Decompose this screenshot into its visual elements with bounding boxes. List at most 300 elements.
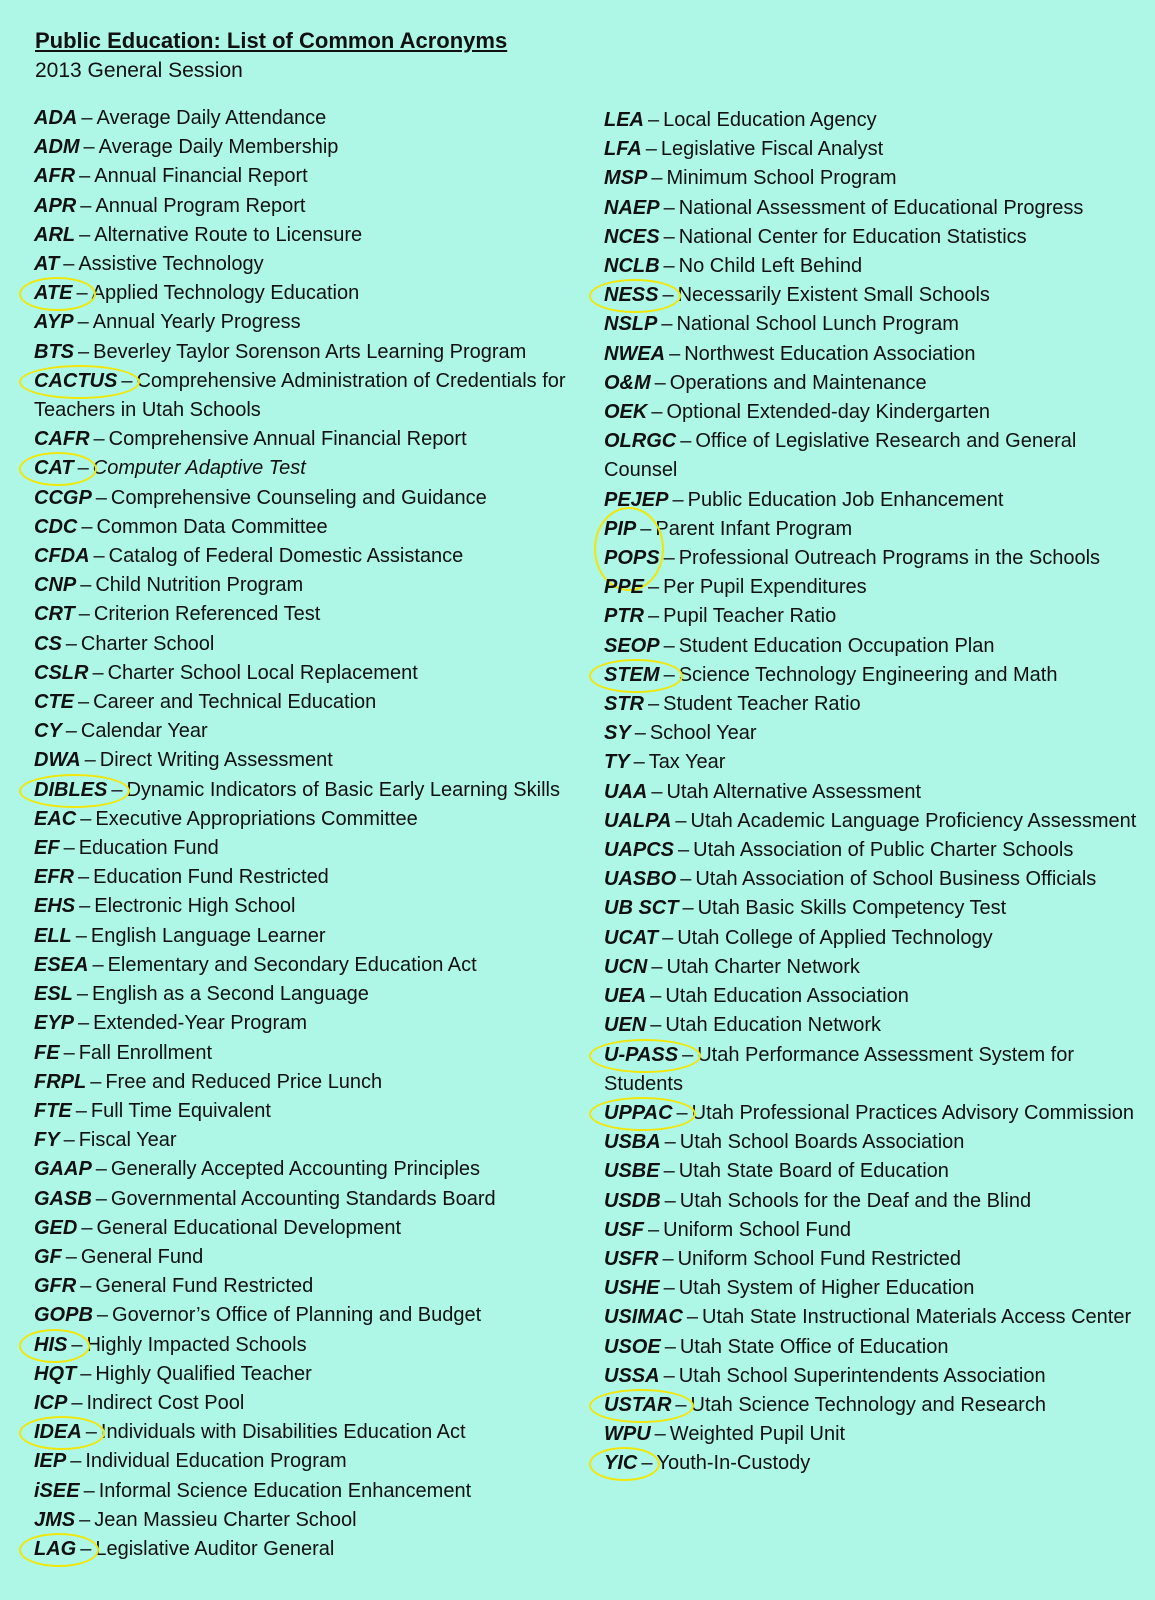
acronym-entry — [34, 338, 574, 367]
acronym-entry — [604, 719, 1144, 748]
acronym-term: UALPA — [604, 809, 672, 832]
acronym-term: UAA — [604, 780, 648, 803]
acronym-entry — [34, 892, 574, 921]
acronym-term: ICP — [34, 1391, 68, 1414]
acronym-definition: Beverley Taylor Sorenson Arts Learning Program — [93, 340, 527, 363]
acronym-dash: – — [633, 751, 645, 774]
acronym-definition: Direct Writing Assessment — [99, 749, 333, 772]
acronym-term: PPE — [604, 576, 645, 599]
acronym-entry — [604, 632, 1144, 661]
acronym-dash: – — [682, 1043, 694, 1066]
acronym-definition: English as a Second Language — [92, 983, 369, 1006]
acronym-term: GED — [34, 1216, 78, 1239]
acronym-entry — [34, 1360, 574, 1389]
acronym-definition: Average Daily Membership — [98, 136, 339, 159]
acronym-dash: – — [95, 486, 107, 509]
acronym-term: WPU — [604, 1423, 651, 1446]
acronym-dash: – — [662, 926, 674, 949]
acronym-term: USTAR — [604, 1393, 672, 1416]
acronym-term: USHE — [604, 1277, 660, 1300]
acronym-dash: – — [79, 165, 91, 188]
acronym-term: YIC — [604, 1452, 638, 1475]
acronym-definition: Utah Education Network — [665, 1014, 882, 1037]
acronym-dash: – — [640, 517, 652, 540]
acronym-entry — [34, 1301, 574, 1330]
acronym-dash: – — [648, 576, 660, 599]
acronym-term: GOPB — [34, 1304, 93, 1327]
acronym-dash: – — [662, 284, 674, 307]
acronym-definition: Utah Charter Network — [666, 955, 860, 978]
acronym-definition: General Fund Restricted — [95, 1275, 314, 1298]
acronym-dash: – — [663, 1277, 675, 1300]
acronym-entry — [34, 279, 574, 308]
acronym-definition: Utah School Superintendents Association — [678, 1364, 1046, 1387]
acronym-dash: – — [92, 953, 104, 976]
acronym-definition: Comprehensive Counseling and Guidance — [110, 486, 487, 509]
acronym-entry — [34, 1506, 574, 1535]
acronym-entry — [34, 1272, 574, 1301]
acronym-dash: – — [79, 1508, 91, 1531]
acronym-term: LAG — [34, 1537, 77, 1560]
acronym-dash: – — [654, 1423, 666, 1446]
acronym-entry — [604, 1187, 1144, 1216]
acronym-entry — [604, 1157, 1144, 1186]
acronym-dash: – — [77, 311, 89, 334]
acronym-entry — [34, 571, 574, 600]
acronym-term: NWEA — [604, 342, 666, 365]
acronym-entry — [34, 717, 574, 746]
acronym-term: JMS — [34, 1508, 76, 1531]
acronym-entry — [34, 776, 574, 805]
page-title: Public Education: List of Common Acronyms — [35, 28, 508, 53]
acronym-entry — [34, 1243, 574, 1272]
acronym-definition: Per Pupil Expenditures — [663, 576, 867, 599]
acronym-dash: – — [669, 342, 681, 365]
acronym-term: BTS — [34, 340, 74, 363]
acronym-definition: National Assessment of Educational Progress — [678, 196, 1084, 219]
acronym-dash: – — [71, 1333, 83, 1356]
acronym-definition: Northwest Education Association — [684, 342, 976, 365]
acronym-entry — [34, 834, 574, 863]
acronym-dash: – — [65, 1245, 77, 1268]
acronym-dash: – — [63, 253, 75, 276]
acronym-dash: – — [663, 663, 675, 686]
acronym-entry — [604, 340, 1144, 369]
acronym-definition: Individual Education Program — [85, 1450, 347, 1473]
acronym-definition: Youth-In-Custody — [656, 1452, 811, 1475]
acronym-definition: Student Education Occupation Plan — [678, 634, 995, 657]
acronym-definition: Governmental Accounting Standards Board — [110, 1187, 496, 1210]
acronym-term: FE — [34, 1041, 60, 1064]
acronym-definition: Highly Impacted Schools — [86, 1333, 307, 1356]
acronym-dash: – — [95, 1187, 107, 1210]
acronym-term: GF — [34, 1245, 62, 1268]
acronym-entry — [34, 1389, 574, 1418]
acronym-term: NCES — [604, 225, 660, 248]
acronym-entry — [604, 1391, 1144, 1420]
acronym-dash: – — [90, 1070, 102, 1093]
acronym-definition: National Center for Education Statistics — [678, 225, 1027, 248]
acronym-dash: – — [77, 457, 89, 480]
acronym-entry — [34, 1009, 574, 1038]
acronym-entry — [604, 486, 1144, 515]
acronym-dash: – — [680, 430, 692, 453]
acronym-entry — [604, 194, 1144, 223]
acronym-dash: – — [648, 109, 660, 131]
acronym-definition: Annual Program Report — [95, 194, 306, 217]
acronym-dash: – — [78, 1012, 90, 1035]
acronym-definition: Utah State Office of Education — [679, 1335, 949, 1358]
acronym-entry — [604, 748, 1144, 777]
acronym-term: UB SCT — [604, 897, 679, 920]
acronym-term: NAEP — [604, 196, 660, 219]
acronym-term: SY — [604, 722, 631, 745]
acronym-term: DIBLES — [34, 778, 108, 801]
acronym-definition: Utah System of Higher Education — [678, 1277, 975, 1300]
acronym-term: GFR — [34, 1275, 77, 1298]
acronym-entry — [604, 865, 1144, 894]
acronym-dash: – — [648, 605, 660, 628]
acronym-term: ARL — [34, 223, 76, 246]
acronym-term: UEA — [604, 985, 647, 1008]
acronym-definition: Annual Yearly Progress — [92, 311, 301, 334]
acronym-dash: – — [95, 1158, 107, 1181]
acronym-term: UASBO — [604, 868, 677, 891]
acronym-dash: – — [78, 866, 90, 889]
acronym-dash: – — [678, 839, 690, 862]
acronym-term: AYP — [34, 311, 74, 334]
acronym-entry — [34, 542, 574, 571]
acronym-definition: Uniform School Fund Restricted — [677, 1247, 962, 1270]
acronym-term: ESL — [34, 983, 73, 1006]
acronym-entry — [34, 922, 574, 951]
acronym-entry — [34, 221, 574, 250]
acronym-definition: Tax Year — [648, 751, 726, 774]
acronym-term: PTR — [604, 605, 644, 628]
acronym-term: HQT — [34, 1362, 77, 1385]
acronym-entry — [34, 980, 574, 1009]
acronym-definition: Utah Basic Skills Competency Test — [697, 897, 1007, 920]
acronym-dash: – — [75, 1099, 87, 1122]
acronym-term: AFR — [34, 165, 76, 188]
acronym-entry — [604, 164, 1144, 193]
acronym-entry — [34, 1214, 574, 1243]
acronym-term: FTE — [34, 1099, 72, 1122]
acronym-definition: Optional Extended-day Kindergarten — [666, 401, 991, 424]
acronym-dash: – — [651, 955, 663, 978]
acronym-dash: – — [663, 1160, 675, 1183]
acronym-term: ELL — [34, 924, 72, 947]
acronym-definition: Extended-Year Program — [93, 1012, 307, 1035]
acronym-dash: – — [651, 780, 663, 803]
acronym-dash: – — [664, 1335, 676, 1358]
acronym-dash: – — [78, 603, 90, 626]
acronym-entry — [34, 805, 574, 834]
acronym-dash: – — [676, 1101, 688, 1124]
acronym-dash: – — [686, 1306, 699, 1329]
acronym-dash: – — [641, 1452, 653, 1475]
acronym-entry — [34, 1418, 574, 1447]
acronym-dash: – — [651, 401, 663, 424]
acronym-entry — [34, 308, 574, 337]
acronym-dash: – — [92, 661, 104, 684]
acronym-dash: – — [675, 809, 687, 832]
acronym-dash: – — [654, 371, 666, 394]
acronym-term: UPPAC — [604, 1101, 673, 1124]
acronym-list-left — [34, 104, 574, 1564]
acronym-term: ESEA — [34, 953, 89, 976]
acronym-definition: Alternative Route to Licensure — [94, 223, 363, 246]
page-subtitle: 2013 General Session — [35, 59, 243, 82]
acronym-definition: Individuals with Disabilities Education Act — [100, 1421, 466, 1444]
acronym-entry — [34, 1126, 574, 1155]
acronym-dash: – — [81, 515, 93, 538]
acronym-entry — [604, 1041, 1144, 1099]
acronym-entry — [604, 1449, 1144, 1478]
acronym-dash: – — [96, 1304, 109, 1327]
acronym-term: STR — [604, 693, 644, 716]
acronym-definition: Informal Science Education Enhancement — [98, 1479, 472, 1502]
acronym-entry — [34, 454, 574, 483]
acronym-term: USFR — [604, 1247, 659, 1270]
acronym-entry — [34, 425, 574, 454]
acronym-term: CS — [34, 632, 62, 655]
acronym-entry — [604, 836, 1144, 865]
acronym-entry — [604, 1333, 1144, 1362]
acronym-term: GAAP — [34, 1158, 92, 1181]
acronym-entry — [604, 252, 1144, 281]
acronym-definition: Science Technology Engineering and Math — [678, 663, 1058, 686]
acronym-definition: General Fund — [80, 1245, 204, 1268]
acronym-entry — [34, 688, 574, 717]
acronym-definition: Education Fund — [78, 837, 219, 860]
acronym-dash: – — [78, 691, 90, 714]
acronym-entry — [604, 1245, 1144, 1274]
acronym-dash: – — [650, 1014, 662, 1037]
acronym-definition: Average Daily Attendance — [96, 107, 327, 129]
acronym-dash: – — [80, 1362, 92, 1385]
acronym-term: EHS — [34, 895, 76, 918]
acronym-entry — [604, 924, 1144, 953]
acronym-entry — [34, 863, 574, 892]
acronym-entry — [604, 310, 1144, 339]
acronym-definition: Student Teacher Ratio — [663, 693, 861, 716]
acronym-term: FY — [34, 1129, 60, 1152]
acronym-definition: Parent Infant Program — [655, 517, 853, 540]
acronym-term: UAPCS — [604, 839, 675, 862]
acronym-entry — [34, 600, 574, 629]
acronym-definition: Free and Reduced Price Lunch — [105, 1070, 383, 1093]
acronym-dash: – — [663, 547, 675, 570]
acronym-definition: Utah Association of School Business Officials — [695, 868, 1097, 891]
acronym-dash: – — [648, 693, 660, 716]
acronym-entry — [604, 982, 1144, 1011]
acronym-term: DWA — [34, 749, 81, 772]
acronym-term: CSLR — [34, 661, 89, 684]
acronym-entry — [34, 484, 574, 513]
acronym-term: APR — [34, 194, 77, 217]
acronym-definition: Computer Adaptive Test — [92, 457, 306, 480]
acronym-dash: – — [680, 868, 692, 891]
acronym-term: CCGP — [34, 486, 92, 509]
acronym-term: USIMAC — [604, 1306, 683, 1329]
acronym-definition: Utah School Boards Association — [679, 1131, 965, 1154]
document-header — [35, 26, 507, 86]
acronym-definition: Jean Massieu Charter School — [94, 1508, 357, 1531]
acronym-term: CAFR — [34, 428, 90, 451]
acronym-definition: Public Education Job Enhancement — [687, 488, 1004, 511]
acronym-entry — [604, 1011, 1144, 1040]
acronym-definition: No Child Left Behind — [678, 255, 863, 278]
acronym-definition: Legislative Fiscal Analyst — [660, 138, 884, 161]
acronym-term: iSEE — [34, 1479, 80, 1502]
acronym-entry — [34, 1097, 574, 1126]
acronym-term: PEJEP — [604, 488, 669, 511]
acronym-dash: – — [634, 722, 646, 745]
acronym-term: PIP — [604, 517, 637, 540]
acronym-dash: – — [672, 488, 684, 511]
acronym-entry — [34, 1477, 574, 1506]
acronym-dash: – — [78, 340, 90, 363]
acronym-definition: Utah State Board of Education — [678, 1160, 949, 1183]
acronym-dash: – — [63, 837, 75, 860]
acronym-term: CY — [34, 720, 62, 743]
acronym-term: USDB — [604, 1189, 661, 1212]
acronym-definition: Charter School Local Replacement — [107, 661, 418, 684]
acronym-entry — [34, 1039, 574, 1068]
acronym-entry — [604, 1362, 1144, 1391]
acronym-dash: – — [663, 634, 675, 657]
acronym-entry — [604, 223, 1144, 252]
acronym-definition: General Educational Development — [96, 1216, 402, 1239]
acronym-term: TY — [604, 751, 630, 774]
acronym-dash: – — [70, 1450, 82, 1473]
acronym-entry — [604, 369, 1144, 398]
acronym-dash: – — [65, 632, 77, 655]
acronym-entry — [34, 250, 574, 279]
acronym-dash: – — [645, 138, 657, 161]
acronym-term: CACTUS — [34, 369, 118, 392]
acronym-entry — [34, 104, 574, 133]
acronym-entry — [34, 1185, 574, 1214]
acronym-dash: – — [71, 1391, 83, 1414]
acronym-entry — [604, 1274, 1144, 1303]
acronym-term: NSLP — [604, 313, 658, 336]
acronym-definition: Legislative Auditor General — [95, 1537, 335, 1560]
acronym-dash: – — [80, 1275, 92, 1298]
acronym-entry — [34, 133, 574, 162]
acronym-entry — [604, 281, 1144, 310]
acronym-entry — [34, 1535, 574, 1564]
acronym-term: USF — [604, 1218, 644, 1241]
acronym-term: GASB — [34, 1187, 92, 1210]
acronym-term: IDEA — [34, 1421, 82, 1444]
acronym-term: O&M — [604, 371, 651, 394]
acronym-term: EYP — [34, 1012, 75, 1035]
acronym-term: UCN — [604, 955, 648, 978]
acronym-definition: Child Nutrition Program — [95, 574, 304, 597]
acronym-dash: – — [63, 1041, 75, 1064]
acronym-definition: School Year — [649, 722, 757, 745]
acronym-dash: – — [79, 223, 91, 246]
acronym-definition: Assistive Technology — [78, 253, 264, 276]
acronym-definition: Calendar Year — [80, 720, 208, 743]
acronym-term: CFDA — [34, 545, 90, 568]
acronym-term: USOE — [604, 1335, 661, 1358]
acronym-definition: Weighted Pupil Unit — [669, 1423, 846, 1446]
acronym-definition: Utah Education Association — [665, 985, 909, 1008]
acronym-definition: Governor’s Office of Planning and Budget — [112, 1304, 482, 1327]
acronym-entry — [604, 778, 1144, 807]
acronym-term: EF — [34, 837, 60, 860]
acronym-dash: – — [675, 1393, 687, 1416]
acronym-term: HIS — [34, 1333, 68, 1356]
acronym-entry — [604, 1128, 1144, 1157]
acronym-dash: – — [83, 1479, 95, 1502]
acronym-term: USBE — [604, 1160, 660, 1183]
acronym-list-right — [604, 106, 1144, 1479]
acronym-entry — [34, 659, 574, 688]
acronym-definition: Dynamic Indicators of Basic Early Learning Skills — [126, 778, 560, 801]
acronym-dash: – — [664, 1131, 676, 1154]
acronym-term: CNP — [34, 574, 77, 597]
acronym-dash: – — [650, 985, 662, 1008]
acronym-entry — [604, 135, 1144, 164]
acronym-definition: English Language Learner — [90, 924, 326, 947]
acronym-definition: Applied Technology Education — [91, 282, 360, 305]
acronym-definition: Professional Outreach Programs in the Schools — [678, 547, 1101, 570]
acronym-definition: Fiscal Year — [78, 1129, 177, 1152]
acronym-definition: Comprehensive Administration of Credentials for Teachers in Utah Schools — [34, 369, 566, 422]
acronym-entry — [604, 661, 1144, 690]
acronym-term: POPS — [604, 547, 660, 570]
acronym-entry — [604, 953, 1144, 982]
acronym-dash: – — [75, 924, 87, 947]
acronym-definition: Electronic High School — [94, 895, 296, 918]
acronym-entry — [604, 106, 1144, 135]
acronym-term: EFR — [34, 866, 74, 889]
acronym-dash: – — [81, 107, 93, 129]
acronym-term: FRPL — [34, 1070, 87, 1093]
acronym-entry — [34, 1155, 574, 1184]
acronym-entry — [604, 1420, 1144, 1449]
acronym-definition: Operations and Maintenance — [669, 371, 927, 394]
acronym-definition: Executive Appropriations Committee — [95, 807, 418, 830]
acronym-term: EAC — [34, 807, 77, 830]
acronym-dash: – — [81, 1216, 93, 1239]
acronym-dash: – — [661, 313, 673, 336]
acronym-term: CRT — [34, 603, 75, 626]
acronym-entry — [604, 573, 1144, 602]
acronym-definition: Necessarily Existent Small Schools — [677, 284, 990, 307]
acronym-term: CTE — [34, 691, 74, 714]
acronym-dash: – — [93, 428, 105, 451]
acronym-definition: Office of Legislative Research and General Counsel — [604, 430, 1077, 482]
acronym-entry — [34, 630, 574, 659]
acronym-term: CDC — [34, 515, 78, 538]
acronym-entry — [34, 162, 574, 191]
acronym-entry — [604, 602, 1144, 631]
acronym-term: UEN — [604, 1014, 647, 1037]
acronym-definition: Utah Schools for the Deaf and the Blind — [679, 1189, 1032, 1212]
acronym-dash: – — [682, 897, 694, 920]
acronym-term: ADA — [34, 107, 78, 129]
acronym-entry — [604, 1216, 1144, 1245]
acronym-term: LFA — [604, 138, 642, 161]
acronym-dash: – — [80, 574, 92, 597]
acronym-dash: – — [76, 282, 88, 305]
acronym-dash: – — [79, 895, 91, 918]
